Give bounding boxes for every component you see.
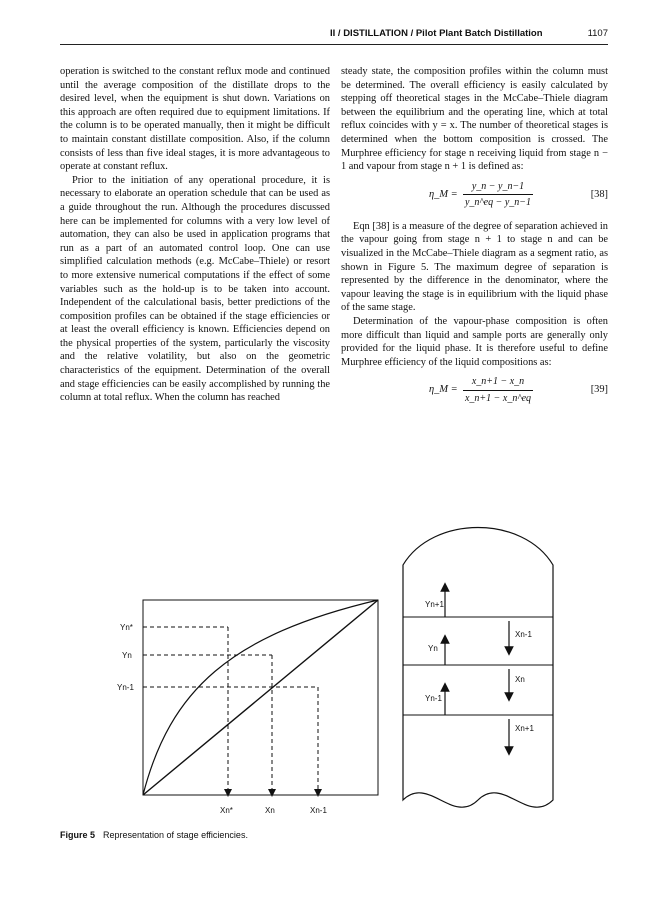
eq38-denominator: y_n^eq − y_n−1 [464, 197, 532, 209]
equation-39 [341, 373, 608, 407]
diagonal-line [143, 600, 378, 795]
left-paragraph-2: Prior to the initiation of any operational procedure, it is necessary to elaborate an operation schedule that can be used as a guide throughout the run. Although the procedures discussed here can be implemented for columns with a very low level of automation, they can also be used in application programs that run as a part of an automated control loop. One can use simplified calculation methods (e.g. McCabe–Thiele) or resort to more extensive numerical computations if the effect of some variables such as the hold-up is to be taken into account. Independent of the calculational basis, better predictions of the composition profiles can be obtained if the stage efficiencies or at least the overall efficiency is known. Efficiencies depend on the physical properties of the system, particularly the viscosity and the relative volatility, but also on the geometric characteristics of the equipment. Determination of the overall and stage efficiencies can be easily accomplished by running the column at total reflux. When the column has reached [60, 174, 330, 404]
col-label-xn+1: Xn+1 [515, 724, 534, 733]
mccabe-thiele-diagram [100, 595, 385, 820]
column-stage-diagram [393, 525, 563, 823]
col-label-yn: Yn [428, 644, 438, 653]
header-section: II / DISTILLATION / Pilot Plant Batch Distillation [330, 28, 543, 39]
left-column [60, 65, 330, 405]
eq39-fraction [463, 375, 533, 405]
label-yn: Yn [122, 651, 132, 660]
right-column [341, 65, 608, 415]
eq39-tag: [39] [590, 384, 608, 396]
col-label-xn: Xn [515, 675, 525, 684]
eq39-lhs: η_M = [429, 384, 458, 396]
left-paragraph-1: operation is switched to the constant reflux mode and continued until the average composition of the distillate drops to the desired level, when the equipment is shut down. Variations on this approach are often required due to equipment limitations. If the column is to be operated manually, then it might be difficult to maintain constant distillate composition. Also, if the column consists of less than five ideal stages, it is more advantageous to operate at constant reflux. [60, 66, 330, 173]
eq38-lhs: η_M = [429, 188, 458, 200]
label-xn-1: Xn-1 [310, 806, 327, 815]
page-number: 1107 [587, 28, 608, 39]
caption-label: Figure 5 [60, 830, 96, 840]
label-xn-star: Xn* [220, 806, 233, 815]
running-header [330, 28, 608, 39]
col-label-xn-1: Xn-1 [515, 630, 532, 639]
eq39-denominator: x_n+1 − x_n^eq [464, 392, 532, 404]
column-outline [403, 528, 553, 808]
eq38-tag: [38] [590, 188, 608, 200]
eq39-numerator: x_n+1 − x_n [463, 375, 533, 391]
col-label-yn-1: Yn-1 [425, 694, 442, 703]
header-rule [60, 44, 608, 45]
label-xn: Xn [265, 806, 275, 815]
caption-text: Representation of stage efficiencies. [103, 830, 248, 840]
right-paragraph-1: steady state, the composition profiles within the column must be determined. The overall efficiency is easily calculated by stepping off theoretical stages in the McCabe–Thiele diagram between the equilibrium and the operating line, which at total reflux coincides with y = x. The number of theoretical stages is determined when the bottom composition is crossed. The Murphree efficiency for stage n receiving liquid from stage n − 1 and vapour from stage n + 1 is defined as: [341, 66, 608, 173]
right-paragraph-2: Eqn [38] is a measure of the degree of separation achieved in the vapour going from stage n + 1 to stage n and can be visualized in the McCabe–Thiele diagram as a segment ratio, as shown in Figure 5. The maximum degree of separation is represented by the difference in the denominator, where the vapour leaving the stage is in equilibrium with the liquid phase of the same stage. [341, 220, 608, 314]
eq38-fraction [463, 180, 533, 210]
figure-caption [60, 830, 248, 840]
label-yn-star: Yn* [120, 623, 133, 632]
eq38-numerator: y_n − y_n−1 [463, 180, 533, 196]
col-label-yn+1: Yn+1 [425, 600, 444, 609]
equation-38 [341, 178, 608, 212]
right-paragraph-3: Determination of the vapour-phase composition is often more difficult than liquid and sample ports are generally only provided for the liquid phase. It is therefore useful to define Murphree efficiency of the liquid compositions as: [341, 315, 608, 368]
label-yn-1: Yn-1 [117, 683, 134, 692]
